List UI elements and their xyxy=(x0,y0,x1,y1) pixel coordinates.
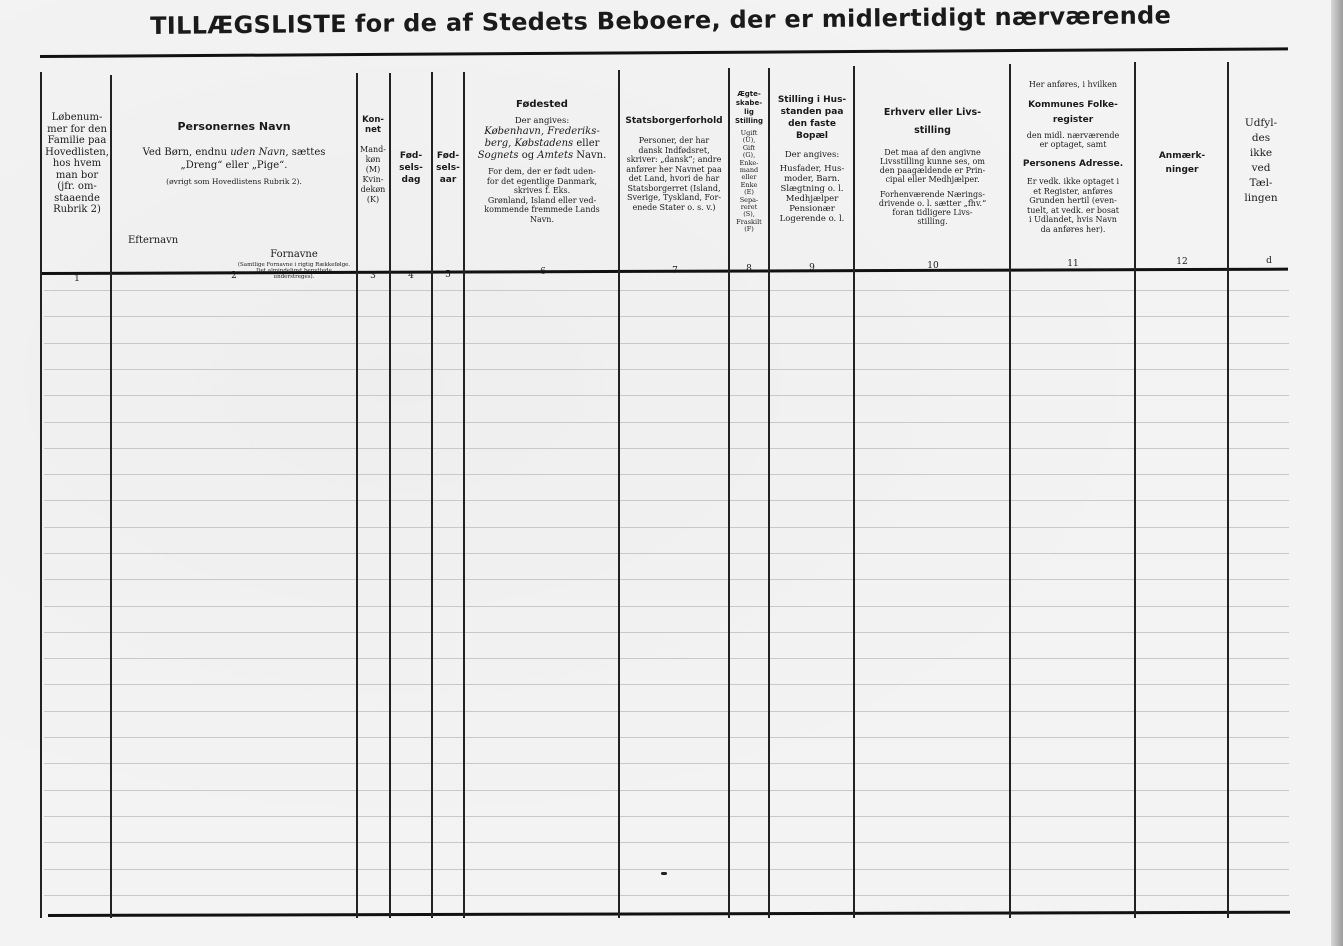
col6-italic1: København, Frederiks- berg, Købstadens xyxy=(484,126,600,149)
col5-number: 5 xyxy=(445,270,451,280)
col6-plain3: Navn. xyxy=(576,150,607,161)
ruled-line xyxy=(44,553,1289,554)
col9-sub: Der angives: xyxy=(784,150,840,160)
col2-number: 2 xyxy=(231,271,237,281)
col11-title2: Personens Adresse. xyxy=(1022,159,1124,169)
col-border-5 xyxy=(463,72,465,918)
col3-text: Mand- køn (M) Kvin- dekøn (K) xyxy=(360,145,386,204)
col6-header xyxy=(466,100,618,224)
col3-header xyxy=(358,115,388,205)
col-border-left xyxy=(40,72,42,918)
col-border-12 xyxy=(1227,62,1229,918)
col6-italic3: Amtets xyxy=(537,150,574,161)
col1-header: Løbenum- mer for den Familie paa Hovedlisten, hos hvem man bor (jfr. om- staaende Rubrik 2) xyxy=(45,112,109,215)
col-border-10 xyxy=(1009,64,1011,918)
ruled-line xyxy=(44,737,1289,738)
ruled-line xyxy=(44,869,1289,870)
col8-title: Ægte- skabe- lig Stilling xyxy=(735,90,763,125)
col2-line1c: sættes xyxy=(291,147,326,158)
col5-title: Fød- sels- aar xyxy=(436,151,460,185)
col6-plain2: og xyxy=(521,150,535,161)
ruled-line xyxy=(44,632,1289,633)
col10-title: Erhverv eller Livs- stilling xyxy=(883,107,982,136)
col7-text: Personer, der har dansk Indfødsret, skriver: „dansk“; andre anfører her Navnet paa det Land, hvori de har Statsborgerret (Island, Sverige, Tyskland, For- enede Stater o. s. v.) xyxy=(626,136,722,212)
title-main: TILLÆGSLISTE xyxy=(150,9,348,40)
ruled-line xyxy=(44,395,1289,396)
col7-number: 7 xyxy=(672,266,678,276)
col7-title: Statsborgerforhold xyxy=(625,116,723,126)
ruled-line xyxy=(44,606,1289,607)
ruled-line xyxy=(44,842,1289,843)
col2-header xyxy=(116,122,352,187)
col-border-9 xyxy=(853,66,855,918)
col-border-4 xyxy=(431,72,433,918)
col6-title: Fødested xyxy=(516,99,568,110)
col2-efternavn: Efternavn xyxy=(128,235,179,246)
col3-number: 3 xyxy=(370,271,376,281)
ruled-line xyxy=(44,527,1289,528)
col8-number: 8 xyxy=(746,264,752,274)
col2-title: Personernes Navn xyxy=(177,120,291,133)
ink-mark xyxy=(661,872,667,875)
ruled-line xyxy=(44,343,1289,344)
col6-plain1: eller xyxy=(576,138,600,149)
col6-sub: Der angives: xyxy=(514,116,570,126)
col10-text: Det maa af den angivne Livsstilling kunne ses, om den paagældende er Prin- cipal eller Medhjælper. xyxy=(879,148,986,184)
ruled-line xyxy=(44,500,1289,501)
col2-fornavne-note: (Samtlige Fornavne i rigtig Rækkefølge. Det almindeligst benyttede understreges). xyxy=(237,262,351,280)
ruled-line xyxy=(44,579,1289,580)
col2-line2: „Dreng“ eller „Pige“. xyxy=(180,160,288,171)
ruled-line xyxy=(44,816,1289,817)
col12-title: Anmærk- ninger xyxy=(1158,151,1206,175)
ruled-line xyxy=(44,790,1289,791)
col7-header xyxy=(620,116,728,212)
col6-places xyxy=(466,126,618,162)
col-border-11 xyxy=(1134,62,1136,918)
col6-italic2: Sognets xyxy=(477,150,519,161)
col1-number: 1 xyxy=(74,274,80,284)
ruled-line xyxy=(44,369,1289,370)
col2-fornavne: Fornavne xyxy=(270,249,318,260)
col4-number: 4 xyxy=(408,271,414,281)
col2-line1a: Ved Børn, endnu xyxy=(142,147,228,158)
cold-number: d xyxy=(1266,256,1272,266)
title-rest: for de af Stedets Beboere, der er midlertidigt nærværende xyxy=(354,1,1172,38)
ruled-line xyxy=(44,290,1289,291)
col2-line1 xyxy=(116,146,352,159)
col10-text2: Forhenværende Nærings- drivende o. l. sætter „fhv.“ foran tidligere Livs- stilling. xyxy=(878,190,987,226)
col9-number: 9 xyxy=(809,263,815,273)
col12-number: 12 xyxy=(1176,257,1188,267)
col11-text: Er vedk. ikke optaget i et Register, anføres Grunden hertil (even- tuelt, at vedk. er bosat i Udlandet, hvis Navn da anføres her). xyxy=(1026,177,1120,234)
col-border-3 xyxy=(389,73,391,918)
ruled-line xyxy=(44,658,1289,659)
col2-line3: (øvrigt som Hovedlistens Rubrik 2). xyxy=(166,177,302,186)
ruled-line xyxy=(44,422,1289,423)
ruled-line xyxy=(44,711,1289,712)
ruled-line xyxy=(44,684,1289,685)
col3-title: Kon- net xyxy=(362,115,384,135)
ruled-line xyxy=(44,763,1289,764)
col9-title: Stilling i Hus- standen paa den faste Bopæl xyxy=(777,95,847,141)
col11-number: 11 xyxy=(1067,259,1079,269)
col11-header xyxy=(1012,80,1134,234)
col5-header xyxy=(433,150,463,186)
scan-edge xyxy=(1331,0,1343,946)
col12-header xyxy=(1137,149,1227,177)
col-border-1 xyxy=(110,75,112,918)
col11-pre: Her anføres, i hvilken xyxy=(1028,80,1118,89)
col-border-8 xyxy=(768,68,770,918)
col4-title: Fød- sels- dag xyxy=(399,151,423,185)
col11-mid: den midl. nærværende er optaget, samt xyxy=(1026,131,1120,149)
col8-header xyxy=(730,90,768,234)
col10-header xyxy=(856,104,1009,226)
cold-header: Udfyl- des ikke ved Tæl- lingen xyxy=(1244,117,1278,204)
col11-title: Kommunes Folke- register xyxy=(1028,100,1118,125)
col6-number: 6 xyxy=(540,267,546,277)
col10-number: 10 xyxy=(927,261,939,271)
col2-line1b: uden Navn, xyxy=(230,147,289,158)
ruled-line xyxy=(44,474,1289,475)
col9-text: Husfader, Hus- moder, Barn. Slægtning o. l. Medhjælper Pensionær Logerende o. l. xyxy=(779,164,845,224)
ruled-line xyxy=(44,895,1289,896)
col8-text: Ugift (U), Gift (G), Enke- mand eller Enke (E) Sepa- reret (S), Fraskilt (F) xyxy=(736,129,762,234)
col6-text2: For dem, der er født uden- for det egentlige Danmark, skrives f. Eks. Grønland, Island eller ved- kommende fremmede Lands Navn. xyxy=(484,167,600,224)
ruled-line xyxy=(44,448,1289,449)
col4-header xyxy=(391,150,431,186)
col9-header xyxy=(771,94,853,224)
ruled-line xyxy=(44,316,1289,317)
